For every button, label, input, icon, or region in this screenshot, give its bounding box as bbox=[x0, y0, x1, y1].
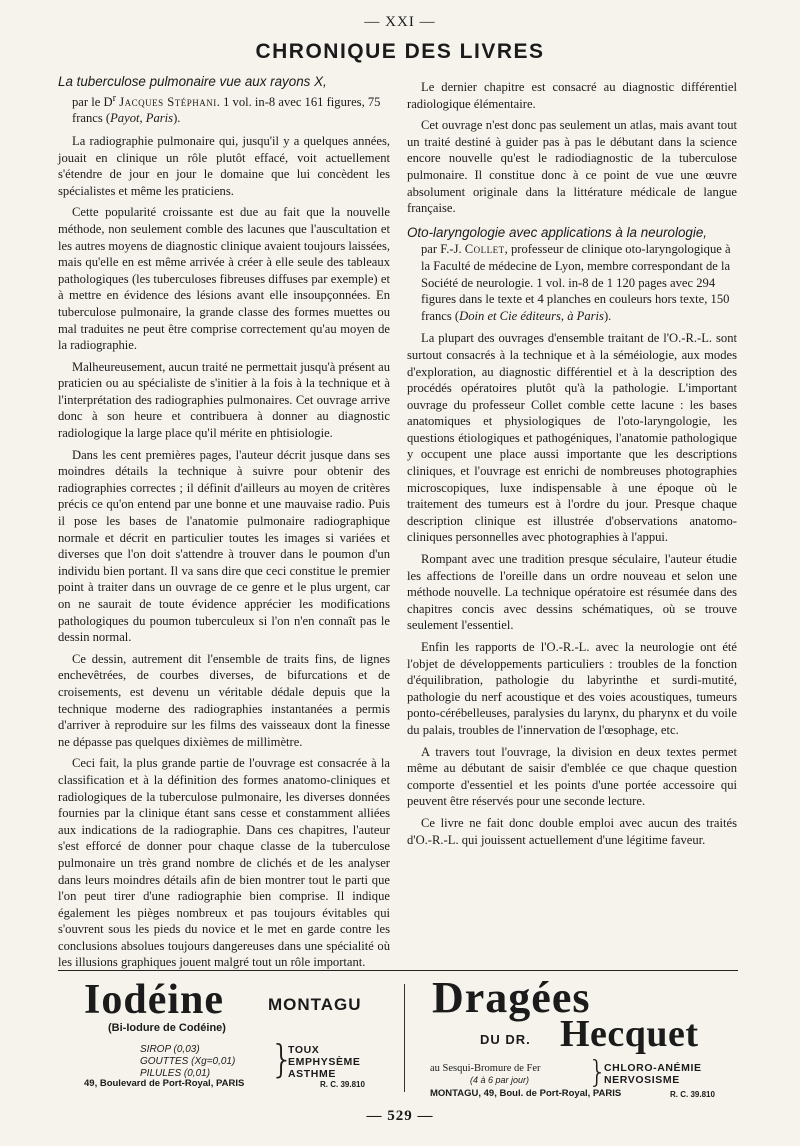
brace-icon: } bbox=[270, 1037, 295, 1081]
iodeine-address: 49, Boulevard de Port-Royal, PARIS bbox=[84, 1078, 245, 1089]
iodeine-brand-name: Iodéine bbox=[84, 977, 225, 1023]
review2-paragraph: Rompant avec une tradition presque séculaire, l'auteur étudie les affections de l'oreille dans un ordre nouveau et selon une méthode nouvelle. La technique opératoire est résumée dans des chapitres concis avec dessins schématiques, où se trouve seulement l'essentiel. bbox=[407, 552, 737, 633]
dragees-indication: NERVOSISME bbox=[604, 1074, 680, 1086]
iodeine-indications bbox=[288, 1044, 361, 1080]
review2-info-end: ). bbox=[603, 308, 612, 323]
iodeine-indication: TOUX bbox=[288, 1044, 320, 1056]
dragees-indications bbox=[604, 1062, 702, 1086]
review1-paragraph: Ceci fait, la plus grande partie de l'ouvrage est consacrée à la classification et à la définition des formes anatomo-cliniques et radiologiques de la tuberculose pulmonaire, les diverses données fournies par la clinique étant sans cesse et constamment alliées aux indications de la radiographie. Dans ces chapitres, l'auteur s'est efforcé de donner pour chaque classe de la tuberculose pulmonaire un très grand nombre de clichés et de les analyser dans leurs moindres détails afin de bien montrer tout le parti que l'on peut tirer d'une radiographie bien comprise. Il indique également les pièges nombreux et pas toujours évitables qui s'ouvrent sous les pieds du novice et le met en garde contre les conclusions absolues toujours dangereuses dans une spécialité où les illusions graphiques jouent malgré tout un rôle important. bbox=[58, 756, 390, 970]
iodeine-form: GOUTTES (Xg=0,01) bbox=[140, 1056, 236, 1067]
review2-paragraph: La plupart des ouvrages d'ensemble traitant de l'O.-R.-L. sont surtout consacrés à la technique et à la séméiologie, aux modes d'exploration, au diagnostic différentiel et à la description des procédés opératoires plutôt qu'à la pathologie. L'important ouvrage du professeur Collet comble cette lacune : les bases anatomiques et physiologiques de l'oto-laryngologie, les questions étiologiques et pathogéniques, l'anatomie pathologique y occupent une place aussi importante que les descriptions cliniques, et l'ouvrage est enrichi de nombreuses photographies microscopiques, luxe indispensable à une époque où le traitement des tumeurs est à l'ordre du jour. Presque chaque description clinique est illustrée d'observations anatomo-cliniques personnelles avec photographies à l'appui. bbox=[407, 331, 737, 545]
dragees-address: MONTAGU, 49, Boul. de Port-Royal, PARIS bbox=[430, 1088, 622, 1099]
review2-paragraph: Ce livre ne fait donc double emploi avec aucun des traités d'O.-R.-L. qui jouissent actuellement d'une légitime faveur. bbox=[407, 815, 737, 847]
review1-info-end: ). bbox=[173, 111, 181, 126]
left-column bbox=[58, 74, 390, 971]
iodeine-indication: EMPHYSÈME bbox=[288, 1056, 361, 1068]
review1-info-sup: r bbox=[112, 92, 117, 104]
iodeine-subtitle: (Bi-Iodure de Codéine) bbox=[108, 1022, 226, 1034]
advert-vertical-divider bbox=[404, 984, 405, 1092]
review1-paragraph: Malheureusement, aucun traité ne permettait jusqu'à présent au praticien ou au spécialiste de s'initier à la fois à la technique et à l'interprétation des radiographies pulmonaires. Cet ouvrage arrive donc à son heure et contribuera à donner au diagnostic radiologique la large place qu'il mérite en phtisiologie. bbox=[58, 359, 390, 441]
iodeine-maker: MONTAGU bbox=[268, 995, 362, 1014]
review2-paragraph: Enfin les rapports de l'O.-R.-L. avec la neurologie ont été l'objet de développements particuliers : troubles de la fonction d'équilibration, pathologie du labyrinthe et surdi-mutité, pathologie du nerf acoustique et des voies acoustiques, tumeurs ponto-cérébelleuses, paralysies du larynx, du pharynx et du voile du palais, troubles de l'innervation de l'œsophage, etc. bbox=[407, 640, 737, 737]
review1-paragraph: Cet ouvrage n'est donc pas seulement un atlas, mais avant tout un traité destiné à guider pas à pas le débutant dans la science encore nouvelle qu'est le radiodiagnostic de la tuberculose pulmonaire. Il constitue donc à ce point de vue une œuvre absolument originale dans la littérature médicale de langue française. bbox=[407, 118, 737, 216]
review1-info bbox=[58, 91, 390, 127]
review1-paragraph: La radiographie pulmonaire qui, jusqu'il y a quelques années, jouait en clinique un rôle plutôt effacé, voit actuellement s'étendre de jour en jour le domaine que lui concèdent les spécialistes et même les praticiens. bbox=[58, 133, 390, 198]
review2-publisher: Doin et Cie éditeurs, à Paris bbox=[459, 308, 604, 323]
folio-top: — XXI — bbox=[364, 14, 436, 30]
dragees-composition: au Sesqui-Bromure de Fer bbox=[430, 1063, 541, 1074]
iodeine-indication: ASTHME bbox=[288, 1068, 336, 1080]
review1-paragraph: Dans les cent premières pages, l'auteur décrit jusque dans ses moindres détails la technique à suivre pour obtenir des radiographies correctes ; il définit d'ailleurs au moyen de critères précis ce qu'on entend par une bonne et une mauvaise radio. Puis il pose les bases de l'anatomie pulmonaire radiographique normale et décrit en particulier toutes les images si variées et diverses que l'on doit s'attendre à trouver dans le poumon d'un individu bien portant. Il va sans dire que ceci constitue le premier point à traiter dans un ouvrage de ce genre et le plus urgent, car on ne saurait de toute évidence apprécier les modifications pathologiques du poumon tuberculeux si l'on n'en connaît pas le dessin normal. bbox=[58, 447, 390, 645]
brace-icon: } bbox=[588, 1055, 608, 1090]
review1-paragraph: Cette popularité croissante est due au fait que la nouvelle méthode, non seulement comble des lacunes que l'auscultation et les autres moyens de diagnostic clinique avaient toujours laissées, mais qu'elle en est même arrivée à créer à elle seule des tableaux pathologiques (les tuberculoses fibreuses diffuses par exemple) et à mettre en évidence des lésions avant elle insoupçonnées. En tuberculose pulmonaire, la grande classe des formes muettes ou mal traduites ne peut être comprise correctement qu'au moyen de la radiographie. bbox=[58, 205, 390, 353]
dragees-rc: R. C. 39.810 bbox=[670, 1090, 715, 1099]
iodeine-forms bbox=[140, 1044, 235, 1080]
dragees-dose: (4 à 6 par jour) bbox=[470, 1075, 530, 1085]
review2-info bbox=[407, 241, 737, 324]
dragees-doctor: Hecquet bbox=[560, 1013, 699, 1055]
review2-info-prefix: par F.-J. bbox=[421, 242, 465, 257]
advert-divider bbox=[58, 970, 738, 971]
section-title: CHRONIQUE DES LIVRES bbox=[255, 40, 545, 63]
review1-info-prefix: par le D bbox=[72, 94, 113, 109]
review2-author: Collet bbox=[464, 242, 505, 257]
review2-heading bbox=[407, 225, 737, 325]
review2-paragraph: A travers tout l'ouvrage, la division en deux textes permet même au débutant de saisir d'emblée ce que chaque question comporte d'essentiel et les points d'une portée accessoire qui peuvent être réservés pour une seconde lecture. bbox=[407, 744, 737, 809]
review1-publisher: Payot, Paris bbox=[110, 111, 174, 126]
folio-bottom: — 529 — bbox=[366, 1108, 434, 1124]
review1-paragraph: Le dernier chapitre est consacré au diagnostic différentiel radiologique élémentaire. bbox=[407, 80, 737, 111]
review2-info-rest: , professeur de clinique oto-laryngologique à la Faculté de médecine de Lyon, membre correspondant de la Société de neurologie. 1 vol. in-8 de 1 120 pages avec 294 figures dans le texte et 4 planches en couleurs hors texte, 150 francs ( bbox=[421, 242, 731, 323]
review1-title: La tuberculose pulmonaire vue aux rayons X, bbox=[58, 74, 327, 89]
review1-info-rest: . 1 vol. in-8 avec 161 figures, 75 francs ( bbox=[72, 94, 381, 126]
iodeine-form: SIROP (0,03) bbox=[140, 1044, 200, 1055]
dragees-indication: CHLORO-ANÉMIE bbox=[604, 1062, 702, 1074]
iodeine-form: PILULES (0,01) bbox=[140, 1068, 211, 1079]
review1-heading bbox=[58, 74, 390, 127]
right-column bbox=[407, 74, 737, 848]
review1-author: Jacques Stéphani bbox=[119, 94, 217, 109]
iodeine-rc: R. C. 39.810 bbox=[320, 1080, 365, 1089]
review2-title: Oto-laryngologie avec applications à la neurologie, bbox=[407, 224, 707, 240]
dragees-brand-name: Dragées bbox=[432, 973, 591, 1022]
dragees-du: DU DR. bbox=[480, 1032, 531, 1047]
review1-paragraph: Ce dessin, autrement dit l'ensemble de traits fins, de lignes enchevêtrées, de courbes diverses, de bifurcations et de croisements, est devenu un véritable dédale depuis que la technique moderne des radiographies instantanées a permis d'arriver à reproduire sur les films des vaisseaux dont la finesse ne dépasse pas quelques dixièmes de millimètre. bbox=[58, 651, 390, 749]
